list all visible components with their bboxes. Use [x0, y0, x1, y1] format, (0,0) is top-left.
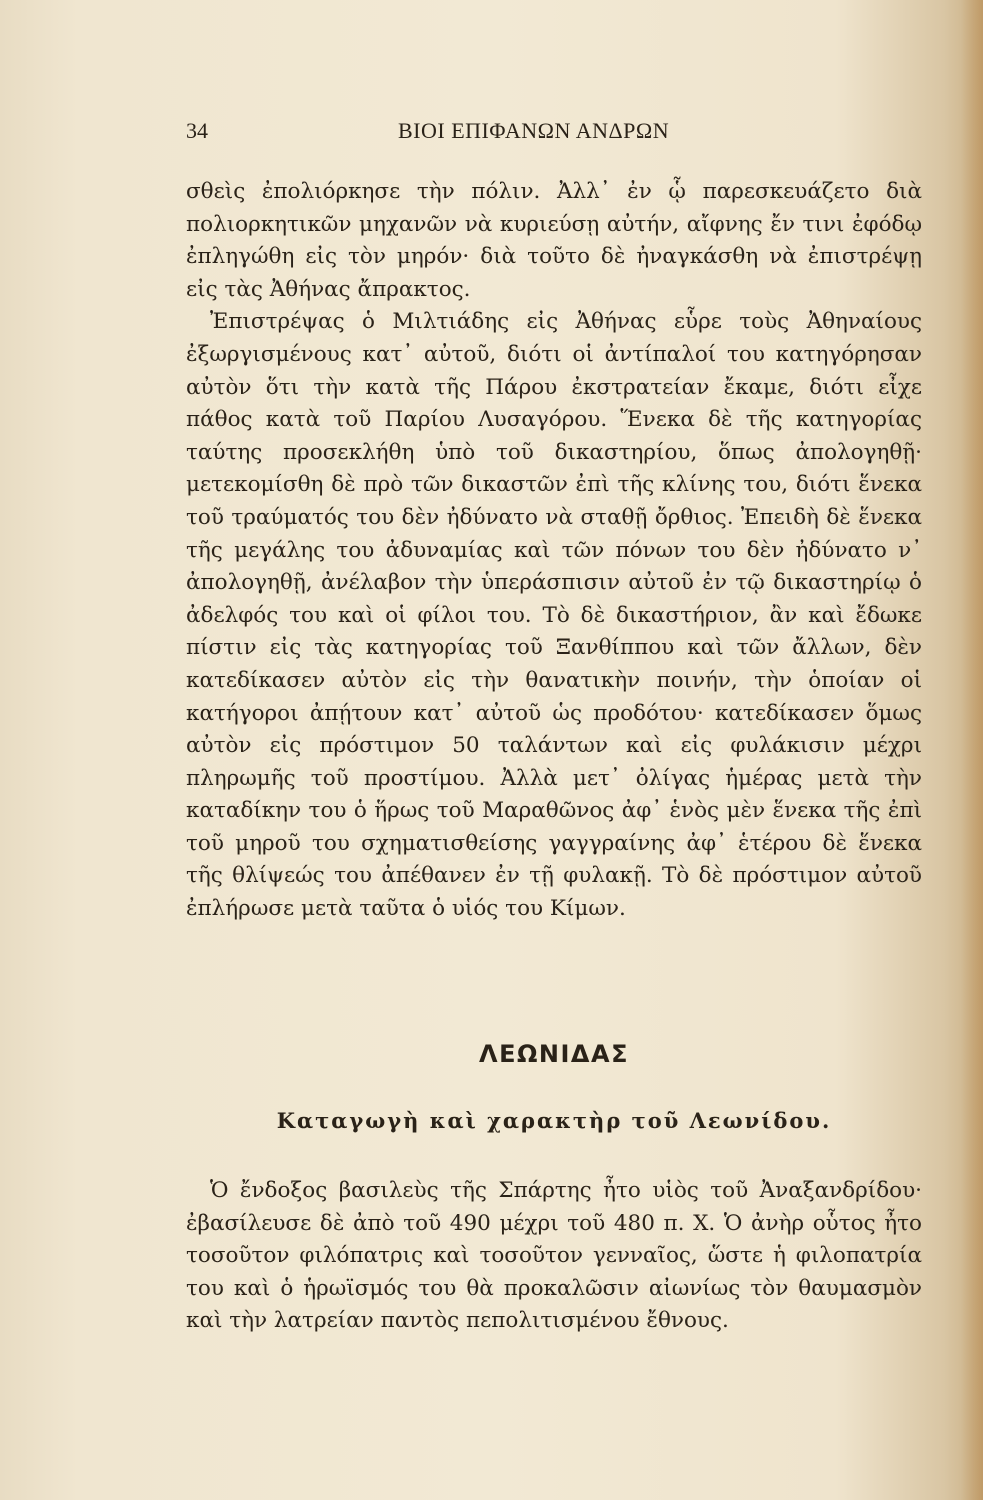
page-number: 34 [186, 118, 208, 143]
page-header [186, 118, 726, 148]
paragraph-leonidas: Ὁ ἔνδοξος βασιλεὺς τῆς Σπάρτης ἦτο υἱὸς τοῦ Ἀναξανδρίδου· ἐβασίλευσε δὲ ἀπὸ τοῦ 490 μέχρι τοῦ 480 π. Χ. Ὁ ἀνὴρ οὗτος ἦτο τοσοῦτον φιλόπατρις καὶ τοσοῦτον γενναῖος, ὥστε ἡ φιλοπατρία του καὶ ὁ ἡρωϊσμός του θὰ προκαλῶσιν αἰωνίως τὸν θαυμασμὸν καὶ τὴν λατρείαν παντὸς πεπολιτισμένου ἔθνους. [186, 1178, 922, 1334]
paragraph-miltiades-return: Ἐπιστρέψας ὁ Μιλτιάδης εἰς Ἀθήνας εὗρε τοὺς Ἀθηναίους ἐξωργισμένους κατ᾽ αὐτοῦ, διότι οἱ ἀντίπαλοί του κατηγόρησαν αὐτὸν ὅτι τὴν κατὰ τῆς Πάρου ἐκστρατείαν ἔκαμε, διότι εἶχε πάθος κατὰ τοῦ Παρίου Λυσαγόρου. Ἕνεκα δὲ τῆς κατηγορίας ταύτης προσεκλήθη ὑπὸ τοῦ δικαστηρίου, ὅπως ἀπολογηθῇ· μετεκομίσθη δὲ πρὸ τῶν δικαστῶν ἐπὶ τῆς κλίνης του, διότι ἕνεκα τοῦ τραύματός του δὲν ἠδύνατο νὰ σταθῇ ὄρθιος. Ἐπειδὴ δὲ ἕνεκα τῆς μεγάλης του ἀδυναμίας καὶ τῶν πόνων του δὲν ἠδύνατο ν᾽ ἀπολογηθῇ, ἀνέλαβον τὴν ὑπεράσπισιν αὐτοῦ ἐν τῷ δικαστηρίῳ ὁ ἀδελφός του καὶ οἱ φίλοι του. Τὸ δὲ δικαστήριον, ἂν καὶ ἔδωκε πίστιν εἰς τὰς κατηγορίας τοῦ Ξανθίππου καὶ τῶν ἄλλων, δὲν κατεδίκασεν αὐτὸν εἰς τὴν θανατικὴν ποινήν, τὴν ὁποίαν οἱ κατήγοροι ἀπῄτουν κατ᾽ αὐτοῦ ὡς προδότου· κατεδίκασεν ὅμως αὐτὸν εἰς πρόστιμον 50 ταλάντων καὶ εἰς φυλάκισιν μέχρι πληρωμῆς τοῦ προστίμου. Ἀλλὰ μετ᾽ ὀλίγας ἡμέρας μετὰ τὴν καταδίκην του ὁ ἥρως τοῦ Μαραθῶνος ἀφ᾽ ἑνὸς μὲν ἕνεκα τῆς ἐπὶ τοῦ μηροῦ του σχηματισθείσης γαγγραίνης ἀφ᾽ ἑτέρου δὲ ἕνεκα τῆς θλίψεώς του ἀπέθανεν ἐν τῇ φυλακῇ. Τὸ δὲ πρόστιμον αὐτοῦ ἐπλήρωσε μετὰ ταῦτα ὁ υἱός του Κίμων. [186, 309, 922, 922]
page-edge-shading [961, 0, 983, 1500]
section-title: ΛΕΩΝΙΔΑΣ [479, 1040, 629, 1068]
body-text-upper [186, 176, 922, 926]
body-text-lower [186, 1175, 922, 1338]
paragraph-continuation: σθεὶς ἐπολιόρκησε τὴν πόλιν. Ἀλλ᾽ ἐν ᾧ παρεσκευάζετο διὰ πολιορκητικῶν μηχανῶν νὰ κυριεύσῃ αὐτήν, αἴφνης ἔν τινι ἐφόδῳ ἐπληγώθη εἰς τὸν μηρόν· διὰ τοῦτο δὲ ἠναγκάσθη νὰ ἐπιστρέψῃ εἰς τὰς Ἀθήνας ἄπρακτος. [186, 179, 922, 302]
section-subtitle: Καταγωγὴ καὶ χαρακτὴρ τοῦ Λεωνίδου. [276, 1108, 832, 1133]
running-title: ΒΙΟΙ ΕΠΙΦΑΝΩΝ ΑΝΔΡΩΝ [398, 118, 670, 143]
